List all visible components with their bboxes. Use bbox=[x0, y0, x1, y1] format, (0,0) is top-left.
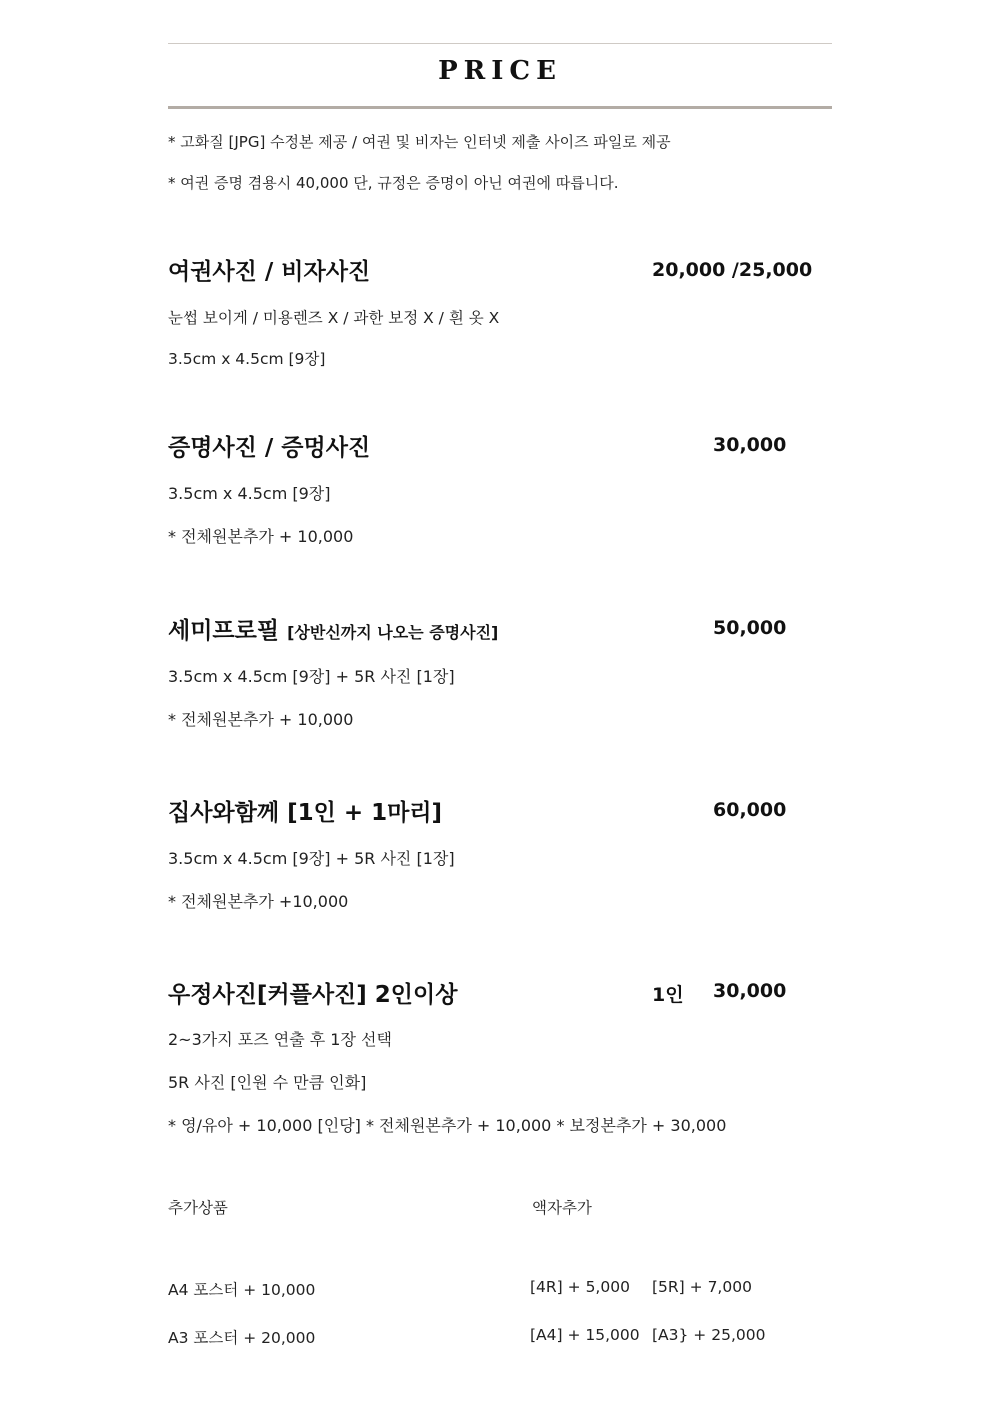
frames-title: 액자추가 bbox=[532, 1199, 592, 1217]
extras-item: A4 포스터 + 10,000 bbox=[168, 1281, 316, 1299]
section-line: * 전체원본추가 + 10,000 bbox=[168, 710, 354, 729]
note-passport-combo: * 여권 증명 겸용시 40,000 단, 규정은 증명이 아닌 여권에 따릅니다. bbox=[168, 174, 619, 192]
section-line: * 전체원본추가 + 10,000 bbox=[168, 527, 354, 546]
section-title: 증명사진 / 증멍사진 bbox=[168, 435, 371, 461]
section-title: 집사와함께 [1인 + 1마리] bbox=[168, 800, 443, 826]
section-line: 눈썹 보이게 / 미용렌즈 X / 과한 보정 X / 흰 옷 X bbox=[168, 309, 500, 327]
section-line: 3.5cm x 4.5cm [9장] + 5R 사진 [1장] bbox=[168, 667, 455, 686]
section-price: 50,000 bbox=[713, 617, 787, 639]
section-line: 5R 사진 [인원 수 만큼 인화] bbox=[168, 1073, 367, 1092]
section-price: 60,000 bbox=[713, 799, 787, 821]
section-line: 2~3가지 포즈 연출 후 1장 선택 bbox=[168, 1030, 392, 1049]
extras-item: A3 포스터 + 20,000 bbox=[168, 1329, 316, 1347]
section-price: 20,000 /25,000 bbox=[652, 259, 813, 281]
header-top-rule bbox=[168, 43, 832, 44]
note-quality: * 고화질 [JPG] 수정본 제공 / 여권 및 비자는 인터넷 제출 사이즈 파일로 제공 bbox=[168, 133, 671, 151]
section-line: * 영/유아 + 10,000 [인당] * 전체원본추가 + 10,000 * 보정본추가 + 30,000 bbox=[168, 1116, 727, 1135]
section-title-main: 세미프로필 bbox=[168, 618, 280, 644]
frames-item: [A4] + 15,000 bbox=[530, 1326, 640, 1344]
section-price-label: 1인 bbox=[652, 984, 684, 1006]
section-title: 여권사진 / 비자사진 bbox=[168, 259, 371, 285]
header-bottom-rule bbox=[168, 106, 832, 109]
extras-title: 추가상품 bbox=[168, 1199, 228, 1217]
page-title: PRICE bbox=[438, 56, 562, 86]
frames-item: [A3} + 25,000 bbox=[652, 1326, 766, 1344]
section-price: 30,000 bbox=[713, 434, 787, 456]
section-line: 3.5cm x 4.5cm [9장] bbox=[168, 350, 326, 368]
section-title: 우정사진[커플사진] 2인이상 bbox=[168, 982, 458, 1008]
section-title bbox=[168, 612, 498, 645]
section-price: 30,000 bbox=[713, 980, 787, 1002]
frames-item: [4R] + 5,000 bbox=[530, 1278, 630, 1296]
section-line: * 전체원본추가 +10,000 bbox=[168, 892, 349, 911]
section-title-sub: [상반신까지 나오는 증명사진] bbox=[287, 623, 499, 642]
section-line: 3.5cm x 4.5cm [9장] + 5R 사진 [1장] bbox=[168, 849, 455, 868]
section-line: 3.5cm x 4.5cm [9장] bbox=[168, 484, 331, 503]
frames-item: [5R] + 7,000 bbox=[652, 1278, 752, 1296]
